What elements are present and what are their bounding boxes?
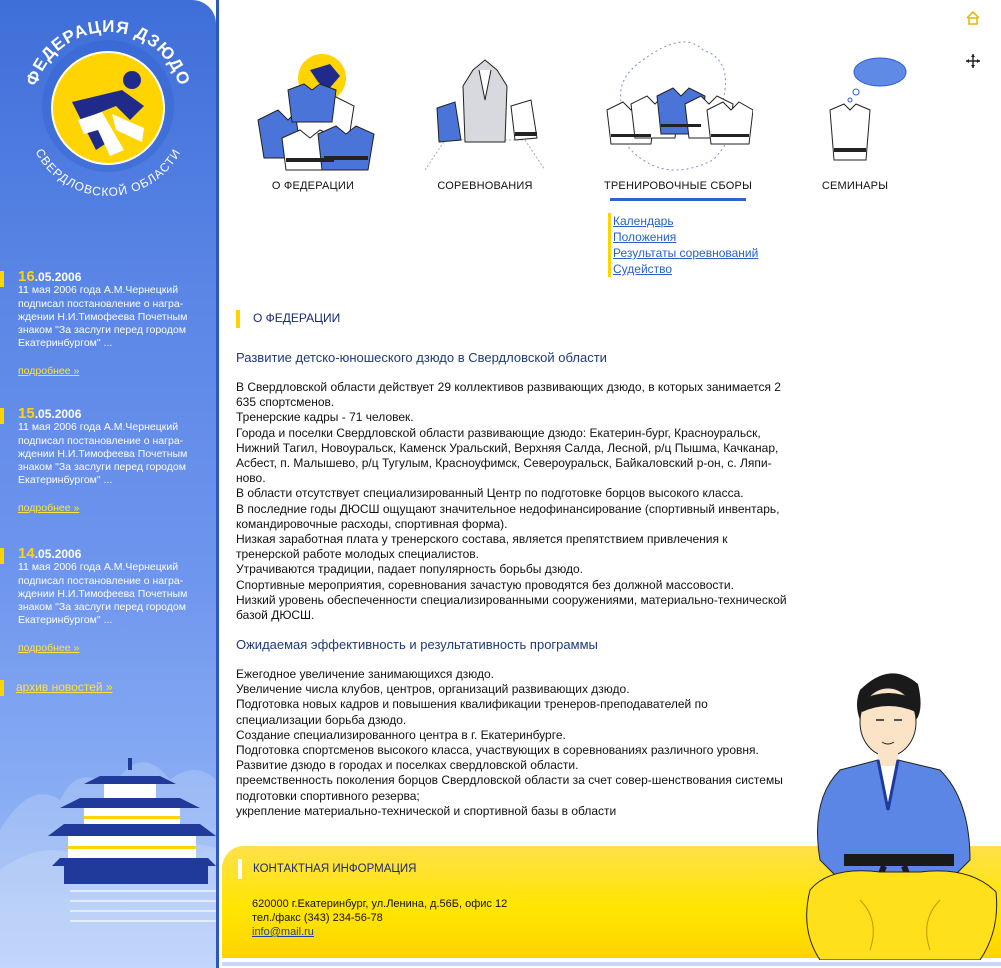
- news-date: 16.05.2006: [18, 268, 82, 285]
- federation-logo[interactable]: [12, 10, 204, 202]
- section-title: О ФЕДЕРАЦИИ: [253, 311, 341, 325]
- training-submenu: [608, 213, 758, 277]
- contact-title: КОНТАКТНАЯ ИНФОРМАЦИЯ: [253, 863, 417, 875]
- block1-heading: Развитие детско-юношеского дзюдо в Свердловской области: [236, 350, 607, 365]
- block1-line: Тренерские кадры - 71 человек.: [236, 410, 414, 425]
- news-archive-link[interactable]: архив новостей »: [16, 680, 113, 694]
- block2-line: Увеличение числа клубов, центров, организаций развивающих дзюдо.: [236, 682, 630, 697]
- footer-marker: [238, 859, 242, 879]
- nav-seminars-label[interactable]: СЕМИНАРЫ: [821, 180, 889, 192]
- block2-line: преемственность поколения борцов Свердловской области за счет совер-шенствования системы подготовки спортивного резерва;: [236, 773, 783, 803]
- news-item: [18, 407, 208, 515]
- pagoda-illustration: [0, 720, 216, 968]
- logo-subtitle: СВЕРДЛОВСКОЙ ОБЛАСТИ: [32, 146, 184, 200]
- news-marker: [0, 548, 4, 564]
- archive-marker: [0, 680, 4, 696]
- nav-competitions-label[interactable]: СОРЕВНОВАНИЯ: [437, 180, 533, 192]
- block1-line: В области отсутствует специализированный Центр по подготовке борцов высокого класса.: [236, 486, 744, 501]
- nav-training-camps[interactable]: [600, 30, 756, 192]
- news-text: 11 мая 2006 года А.М.Чернецкий подписал постановление о награ-ждении Н.И.Тимофеева Почетным знаком "За заслуги перед городом Екатеринбургом" ...: [18, 561, 188, 627]
- judoka-illustration: [800, 660, 1001, 960]
- submenu-refereeing[interactable]: Судейство: [613, 262, 673, 276]
- nav-competitions[interactable]: [415, 30, 555, 192]
- block1-line: В Свердловской области действует 29 коллективов развивающих дзюдо, в которых занимается 2 635 спортсменов.: [236, 380, 781, 410]
- news-marker: [0, 271, 4, 287]
- sidebar-edge: [216, 0, 219, 968]
- news-date: 15.05.2006: [18, 405, 82, 422]
- news-date: 14.05.2006: [18, 545, 82, 562]
- active-nav-indicator: [610, 198, 746, 201]
- block1-line: Спортивные мероприятия, соревнования зачастую проводятся без должной массовости.: [236, 577, 734, 592]
- block2-line: Подготовка спортсменов высокого класса, участвующих в соревнованиях различного уровня.: [236, 743, 759, 758]
- block1-text: [236, 380, 791, 623]
- block1-line: Утрачиваются традиции, падает популярность борьбы дзюдо.: [236, 562, 583, 577]
- block1-line: Низкий уровень обеспеченности специализированными сооружениями, материально-технической базой ДЮСШ.: [236, 592, 787, 623]
- block1-line: Низкая заработная плата у тренерского состава, является препятствием привлечения к тренерской работе молодых специалистов.: [236, 532, 728, 562]
- news-item: [18, 270, 208, 378]
- kimono-group-icon: [248, 30, 378, 178]
- news-more-link[interactable]: подробнее »: [18, 641, 80, 654]
- home-icon[interactable]: [965, 10, 981, 26]
- block2-line: Развитие дзюдо в городах и поселках свердловской области.: [236, 758, 579, 773]
- contact-phone: тел./факс (343) 234-56-78: [252, 912, 383, 924]
- contact-address: 620000 г.Екатеринбург, ул.Ленина, д.56Б, офис 12: [252, 898, 508, 910]
- seminar-icon: [800, 30, 910, 178]
- contact-email-link[interactable]: info@mail.ru: [252, 926, 314, 938]
- block2-line: укрепление материально-технической и спортивной базы в области: [236, 803, 617, 818]
- nav-about[interactable]: [243, 30, 383, 192]
- news-more-link[interactable]: подробнее »: [18, 364, 80, 377]
- news-item: [18, 547, 208, 655]
- submenu-regulations[interactable]: Положения: [613, 230, 677, 244]
- sidebar: [0, 0, 216, 968]
- suit-icon: [415, 30, 555, 178]
- nav-training-camps-label[interactable]: ТРЕНИРОВОЧНЫЕ СБОРЫ: [603, 180, 753, 192]
- move-icon[interactable]: [966, 54, 980, 68]
- submenu-results[interactable]: Результаты соревнований: [613, 246, 759, 260]
- block1-line: В последние годы ДЮСШ ощущают значительное недофинансирование (спортивный инвентарь, командировочные расходы, спортивная форма).: [236, 501, 780, 531]
- training-camp-icon: [603, 30, 753, 178]
- block2-heading: Ожидаемая эффективность и результативность программы: [236, 637, 598, 652]
- contact-details: [252, 897, 507, 939]
- block2-text: [236, 667, 791, 819]
- submenu-calendar[interactable]: Календарь: [613, 214, 674, 228]
- block2-line: Подготовка новых кадров и повышения квалификации тренеров-преподавателей по специализации борьба дзюдо.: [236, 697, 708, 727]
- news-text: 11 мая 2006 года А.М.Чернецкий подписал постановление о награ-ждении Н.И.Тимофеева Почетным знаком "За заслуги перед городом Екатеринбургом" ...: [18, 421, 188, 487]
- news-text: 11 мая 2006 года А.М.Чернецкий подписал постановление о награ-ждении Н.И.Тимофеева Почетным знаком "За заслуги перед городом Екатеринбургом" ...: [18, 284, 188, 350]
- nav-seminars[interactable]: [800, 30, 910, 192]
- nav-about-label[interactable]: О ФЕДЕРАЦИИ: [271, 180, 355, 192]
- news-marker: [0, 408, 4, 424]
- section-marker: [236, 310, 240, 328]
- block2-line: Создание специализированного центра в г. Екатеринбурге.: [236, 727, 566, 742]
- block1-line: Города и поселки Свердловской области развивающие дзюдо: Екатерин-бург, Красноуральск, Нижний Тагил, Новоуральск, Каменск Уральский, Верхняя Салда, Лесной, р/ц Пышма, Качканар, Асбест, п. Малышево, р/ц Тугулым, Красноуфимск, Североуральск, Байкаловский р-он, с. Ляпи-ново.: [236, 425, 779, 486]
- block2-line: Ежегодное увеличение занимающихся дзюдо.: [236, 667, 494, 681]
- logo-title: ФЕДЕРАЦИЯ ДЗЮДО: [22, 16, 194, 89]
- news-more-link[interactable]: подробнее »: [18, 501, 80, 514]
- footer-bottom-line: [222, 962, 1001, 966]
